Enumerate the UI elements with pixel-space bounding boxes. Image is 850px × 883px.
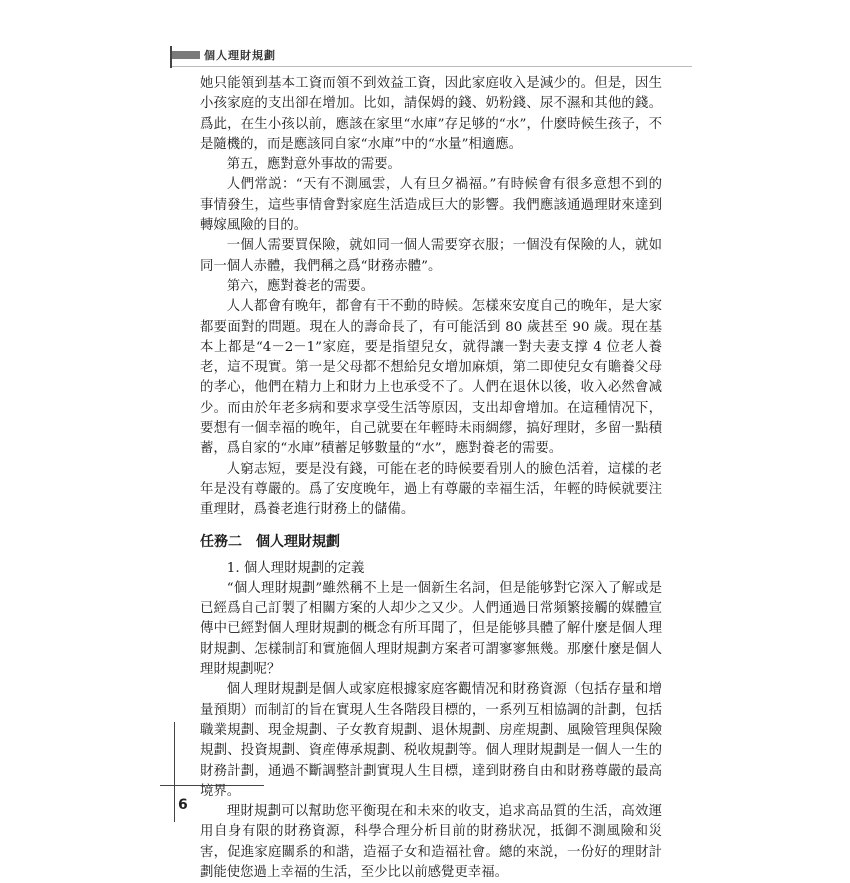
paragraph-definition: 個人理財規劃是個人或家庭根據家庭客觀情况和財務資源（包括存量和增量預期）而制訂的旨在實現人生各階段目標的，一系列互相協調的計劃，包括職業規劃、現金規劃、子女教育規劃、退休規劃、房産規劃、風險管理與保險規劃、投資規劃、資産傳承規劃、税收規劃等。個人理財規劃是一個人一生的財務計劃，通過不斷調整計劃實現人生目標，達到財務自由和財務尊嚴的最高境界。 [200,682,662,799]
paragraph-benefits: 理財規劃可以幫助您平衡現在和未來的收支，追求高品質的生活，高效運用自身有限的財務資源，科學合理分析目前的財務狀况，抵御不測風險和災害，促進家庭關系的和諧，造福子女和造福社會。總的來説，一份好的理財計劃能使您過上幸福的生活，至少比以前感覺更幸福。 [200,804,662,880]
running-title: 個人理財規劃 [204,49,276,62]
paragraph-dignity: 人窮志短，要是没有錢，可能在老的時候要看別人的臉色活着，這樣的老年是没有尊嚴的。爲了安度晚年，過上有尊嚴的幸福生活，年輕的時候就要注重理財，爲養老進行財務上的儲備。 [200,461,662,518]
paragraph-accidents: 人們常説：“天有不測風雲，人有旦夕禍福。”有時候會有很多意想不到的事情發生，這些事情會對家庭生活造成巨大的影響。我們應該通過理財來達到轉嫁風險的目的。 [200,177,662,234]
subsection-title: 1. 個人理財規劃的定義 [226,560,365,576]
paragraph-insurance: 一個人需要買保險，就如同一個人需要穿衣服；一個没有保險的人，就如同一個人赤體，我們稱之爲“財務赤體”。 [200,238,662,274]
paragraph-continuation: 她只能領到基本工資而領不到效益工資，因此家庭收入是減少的。但是，因生小孩家庭的支出卻在增加。比如，請保姆的錢、奶粉錢、尿不濕和其他的錢。爲此，在生小孩以前，應該在家里“水庫”存足够的“水”，什麽時候生孩子，不是隨機的，而是應該同自家“水庫”中的“水量”相適應。 [200,76,662,152]
page-number: 6 [178,797,188,813]
section-title: 個人理財規劃 [256,533,340,550]
paragraph-sixth-need: 第六，應對養老的需要。 [226,278,375,294]
footer-vertical-rule [174,722,175,822]
section-number: 任務二 [200,533,242,550]
header-line [172,66,692,67]
page-content [200,74,662,883]
footer-horizontal-rule [160,785,264,786]
section-heading [200,531,662,553]
paragraph-definition-intro: “個人理財規劃”雖然稱不上是一個新生名詞，但是能够對它深入了解或是已經爲自己訂製了相關方案的人却少之又少。人們通過日常頻繁接觸的媒體宣傳中已經對個人理財規劃的概念有所耳聞了，但是能够具體了解什麼是個人理財規劃、怎樣制訂和實施個人理財規劃方案者可謂寥寥無幾。那麼什麼是個人理財規劃呢？ [200,580,662,678]
header-bar-decoration [172,51,200,59]
paragraph-retirement: 人人都會有晚年，都會有干不動的時候。怎樣來安度自己的晚年，是大家都要面對的問題。現在人的壽命長了，有可能活到 80 歲甚至 90 歲。現在基本上都是“4－2－1”家庭，要是指望兒女，就得讓一對夫妻支撑 4 位老人養老，這不現實。第一是父母都不想給兒女增加麻煩，第二即使兒女有贍養父母的孝心，他們在精力上和財力上也承受不了。人們在退休以後，收入必然會减少。而由於年老多病和要求享受生活等原因，支出却會增加。在這種情况下，要想有一個幸福的晚年，自己就要在年輕時未雨綢繆，搞好理財，多留一點積蓄，爲自家的“水庫”積蓄足够數量的“水”，應對養老的需要。 [200,299,662,457]
paragraph-fifth-need: 第五，應對意外事故的需要。 [226,157,401,173]
